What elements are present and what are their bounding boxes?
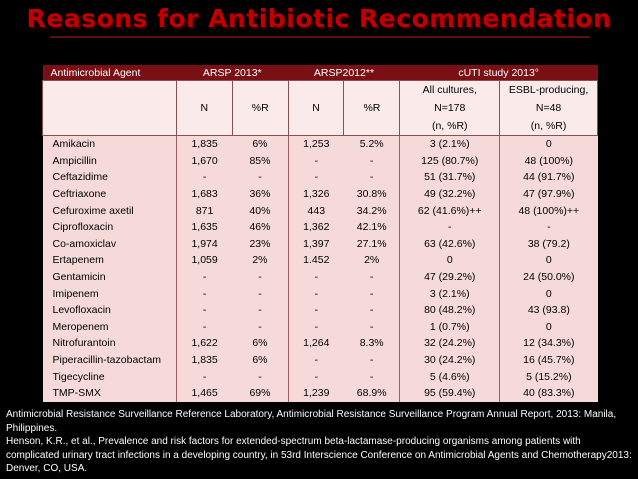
cell-pct-2012: 2% [344,252,400,269]
cell-all-cultures: 3 (2.1%) [400,136,500,153]
cell-n-2013: 1,835 [176,352,232,369]
header-antimicrobial-agent: Antimicrobial Agent [43,65,177,81]
cell-pct-2013: - [232,319,288,336]
table-row [43,368,598,385]
cell-n-2012: - [288,302,344,319]
subheader-all-line3: (n, %R) [431,120,468,132]
cell-agent: Ciprofloxacin [43,219,177,236]
table-row [43,302,598,319]
table-row [43,169,598,186]
cell-pct-2012: 34.2% [344,202,400,219]
cell-esbl-producing: 0 [500,252,598,269]
subheader-empty-cell [43,81,177,136]
cell-pct-2012: - [344,368,400,385]
cell-pct-2013: 6% [232,136,288,153]
cell-pct-2013: - [232,169,288,186]
footnote-reference-2: Henson, K.R., et al., Prevalence and risk factors for extended-spectrum beta-lactamase-producing organisms among patients with complicated urinary tract infections in a developing country, in 53rd Interscience Conference on Antimicrobial Agents and Chemotherapy2013: Denver, CO, USA. [6,436,632,474]
cell-esbl-producing: 0 [500,285,598,302]
cell-all-cultures: 47 (29.2%) [400,269,500,286]
cell-pct-2013: 6% [232,352,288,369]
cell-n-2012: 443 [288,202,344,219]
cell-esbl-producing: 16 (45.7%) [500,352,598,369]
cell-all-cultures: 0 [400,252,500,269]
subheader-n-2013: N [176,81,232,136]
cell-pct-2012: - [344,153,400,170]
cell-pct-2012: 42.1% [344,219,400,236]
header-arsp-2013: ARSP 2013* [176,65,288,81]
cell-n-2013: - [176,169,232,186]
cell-pct-2012: 30.8% [344,186,400,203]
resistance-table [42,65,598,402]
cell-pct-2013: 69% [232,385,288,402]
table-row [43,385,598,402]
cell-n-2012: 1,239 [288,385,344,402]
cell-esbl-producing: 48 (100%)++ [500,202,598,219]
cell-all-cultures: 32 (24.2%) [400,335,500,352]
table-row [43,136,598,153]
slide-title: Reasons for Antibiotic Recommendation [26,4,612,33]
cell-pct-2012: - [344,352,400,369]
subheader-esbl-line3: (n, %R) [530,120,567,132]
cell-n-2012: 1.452 [288,252,344,269]
table-row [43,153,598,170]
cell-pct-2013: 40% [232,202,288,219]
cell-n-2012: 1,253 [288,136,344,153]
subheader-all-line2: N=178 [434,102,466,114]
cell-pct-2013: 85% [232,153,288,170]
table-row [43,285,598,302]
cell-n-2013: 1,622 [176,335,232,352]
cell-esbl-producing: 24 (50.0%) [500,269,598,286]
cell-pct-2013: 46% [232,219,288,236]
table-row [43,269,598,286]
cell-esbl-producing: 40 (83.3%) [500,385,598,402]
cell-pct-2012: 8.3% [344,335,400,352]
cell-n-2013: 871 [176,202,232,219]
cell-n-2013: - [176,285,232,302]
cell-all-cultures: 62 (41.6%)++ [400,202,500,219]
cell-all-cultures: 80 (48.2%) [400,302,500,319]
cell-agent: Gentamicin [43,269,177,286]
cell-n-2012: - [288,285,344,302]
footnote-reference-1: Antimicrobial Resistance Surveillance Reference Laboratory, Antimicrobial Resistance Surveillance Program Annual Report, 2013: Manila, Philippines. [6,409,617,434]
header-cuti-study-2013: cUTI study 2013° [400,65,598,81]
table-header-row [43,65,598,81]
cell-n-2013: 1,465 [176,385,232,402]
cell-esbl-producing: 0 [500,319,598,336]
cell-n-2013: 1,635 [176,219,232,236]
cell-n-2013: 1,670 [176,153,232,170]
subheader-esbl-line2: N=48 [535,102,562,114]
cell-n-2012: - [288,319,344,336]
cell-all-cultures: 5 (4.6%) [400,368,500,385]
cell-n-2013: 1,059 [176,252,232,269]
subheader-pct-2012: %R [344,81,400,136]
cell-pct-2012: - [344,319,400,336]
table-row [43,202,598,219]
cell-pct-2013: 23% [232,236,288,253]
cell-n-2013: - [176,368,232,385]
cell-all-cultures: 95 (59.4%) [400,385,500,402]
cell-pct-2012: 68.9% [344,385,400,402]
table-row [43,219,598,236]
cell-n-2012: - [288,169,344,186]
table-row [43,319,598,336]
cell-n-2013: - [176,319,232,336]
cell-n-2012: 1,264 [288,335,344,352]
cell-all-cultures: 49 (32.2%) [400,186,500,203]
cell-n-2013: - [176,302,232,319]
cell-esbl-producing: 0 [500,136,598,153]
cell-agent: Ceftriaxone [43,186,177,203]
cell-n-2012: - [288,269,344,286]
cell-n-2013: 1,835 [176,136,232,153]
cell-pct-2013: - [232,368,288,385]
cell-all-cultures: 3 (2.1%) [400,285,500,302]
cell-n-2012: 1,326 [288,186,344,203]
cell-esbl-producing: 38 (79.2) [500,236,598,253]
cell-all-cultures: 51 (31.7%) [400,169,500,186]
cell-agent: Piperacillin-tazobactam [43,352,177,369]
subheader-esbl-producing [500,81,598,136]
cell-pct-2012: 27.1% [344,236,400,253]
cell-n-2012: - [288,352,344,369]
cell-agent: Ampicillin [43,153,177,170]
cell-pct-2012: - [344,302,400,319]
table-row [43,236,598,253]
cell-agent: Co-amoxiclav [43,236,177,253]
cell-agent: Amikacin [43,136,177,153]
cell-pct-2013: - [232,269,288,286]
cell-agent: TMP-SMX [43,385,177,402]
cell-agent: Imipenem [43,285,177,302]
resistance-table-container [42,65,598,402]
cell-n-2013: 1,974 [176,236,232,253]
cell-esbl-producing: 48 (100%) [500,153,598,170]
cell-esbl-producing: 43 (93.8) [500,302,598,319]
cell-esbl-producing: 44 (91.7%) [500,169,598,186]
cell-n-2012: 1,362 [288,219,344,236]
cell-n-2013: - [176,269,232,286]
cell-agent: Ceftazidime [43,169,177,186]
subheader-n-2012: N [288,81,344,136]
cell-agent: Nitrofurantoin [43,335,177,352]
cell-pct-2013: 36% [232,186,288,203]
cell-esbl-producing: 12 (34.3%) [500,335,598,352]
cell-agent: Meropenem [43,319,177,336]
cell-all-cultures: 125 (80.7%) [400,153,500,170]
cell-agent: Ertapenem [43,252,177,269]
subheader-all-cultures [400,81,500,136]
cell-n-2013: 1,683 [176,186,232,203]
cell-agent: Levofloxacin [43,302,177,319]
cell-pct-2013: 6% [232,335,288,352]
cell-pct-2013: 2% [232,252,288,269]
header-arsp-2012: ARSP2012** [288,65,400,81]
cell-pct-2012: - [344,269,400,286]
subheader-esbl-line1: ESBL-producing, [508,84,589,96]
cell-all-cultures: 30 (24.2%) [400,352,500,369]
cell-n-2012: - [288,368,344,385]
cell-pct-2012: - [344,285,400,302]
cell-all-cultures: 1 (0.7%) [400,319,500,336]
table-subheader-row [43,81,598,136]
subheader-pct-2013: %R [232,81,288,136]
title-underline [50,36,590,38]
cell-esbl-producing: - [500,219,598,236]
cell-pct-2012: - [344,169,400,186]
table-row [43,252,598,269]
footnote [6,408,634,476]
cell-pct-2013: - [232,285,288,302]
cell-all-cultures: - [400,219,500,236]
cell-n-2012: 1,397 [288,236,344,253]
table-row [43,352,598,369]
cell-esbl-producing: 5 (15.2%) [500,368,598,385]
cell-pct-2012: 5.2% [344,136,400,153]
table-body [43,136,598,402]
cell-agent: Tigecycline [43,368,177,385]
cell-pct-2013: - [232,302,288,319]
table-row [43,186,598,203]
subheader-all-line1: All cultures, [422,84,477,96]
cell-esbl-producing: 47 (97.9%) [500,186,598,203]
table-row [43,335,598,352]
cell-n-2012: - [288,153,344,170]
cell-agent: Cefuroxime axetil [43,202,177,219]
cell-all-cultures: 63 (42.6%) [400,236,500,253]
